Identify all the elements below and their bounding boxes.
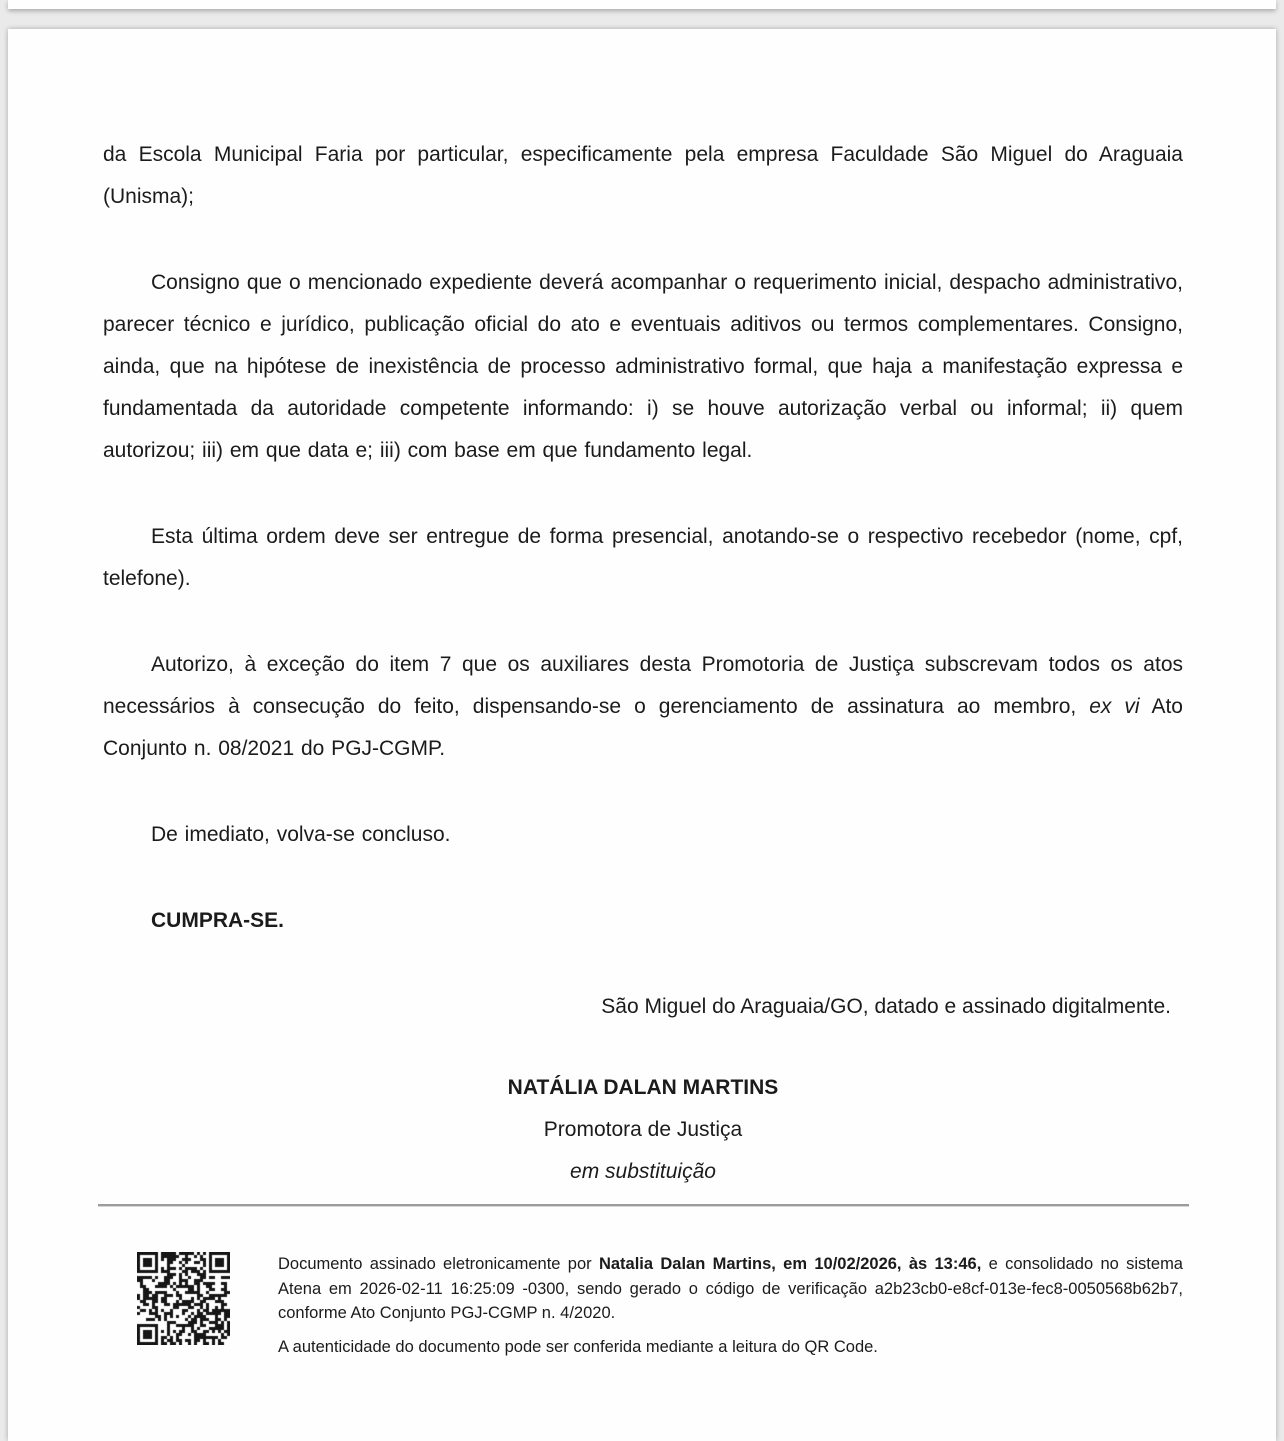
signature-block	[103, 1066, 1183, 1193]
document-content	[8, 29, 1276, 1359]
paragraph-entrega-presencial: Esta última ordem deve ser entregue de forma presencial, anotando-se o respectivo recebedor (nome, cpf, telefone).	[103, 525, 1183, 590]
signer-substitution-note: em substituição	[570, 1160, 716, 1183]
footer-authenticity-line: A autenticidade do documento pode ser conferida mediante a leitura do QR Code.	[278, 1337, 878, 1356]
paragraph-concluso: De imediato, volva-se concluso.	[151, 823, 451, 846]
paragraph-continuation: da Escola Municipal Faria por particular, especificamente pela empresa Faculdade São Miguel do Araguaia (Unisma);	[103, 143, 1183, 208]
footer-text	[278, 1252, 1183, 1359]
document-page	[8, 29, 1276, 1441]
footer-divider	[98, 1204, 1189, 1207]
dateline: São Miguel do Araguaia/GO, datado e assinado digitalmente.	[601, 995, 1171, 1018]
signature-footer	[103, 1252, 1183, 1359]
signer-role: Promotora de Justiça	[543, 1118, 743, 1141]
footer-signed-line: Documento assinado eletronicamente por Natalia Dalan Martins, em 10/02/2026, às 13:46, e consolidado no sistema Atena em 2026-02-11 16:25:09 -0300, sendo gerado o código de verificação a2b23cb0-e8cf-013e-fec8-0050568b62b7, conforme Ato Conjunto PGJ-CGMP n. 4/2020.	[278, 1255, 1183, 1322]
qr-code	[137, 1252, 230, 1345]
paragraph-consigno: Consigno que o mencionado expediente deverá acompanhar o requerimento inicial, despacho administrativo, parecer técnico e jurídico, publicação oficial do ato e eventuais aditivos ou termos complementares. Consigno, ainda, que na hipótese de inexistência de processo administrativo formal, que haja a manifestação expressa e fundamentada da autoridade competente informando: i) se houve autorização verbal ou informal; ii) quem autorizou; iii) em que data e; iii) com base em que fundamento legal.	[103, 271, 1183, 462]
paragraph-cumpra-se: CUMPRA-SE.	[151, 909, 285, 932]
previous-page-edge	[8, 0, 1276, 9]
signer-name: NATÁLIA DALAN MARTINS	[507, 1076, 779, 1099]
paragraph-autorizo: Autorizo, à exceção do item 7 que os auxiliares desta Promotoria de Justiça subscrevam todos os atos necessários à consecução do feito, dispensando-se o gerenciamento de assinatura ao membro, ex vi Ato Conjunto n. 08/2021 do PGJ-CGMP.	[103, 653, 1183, 760]
